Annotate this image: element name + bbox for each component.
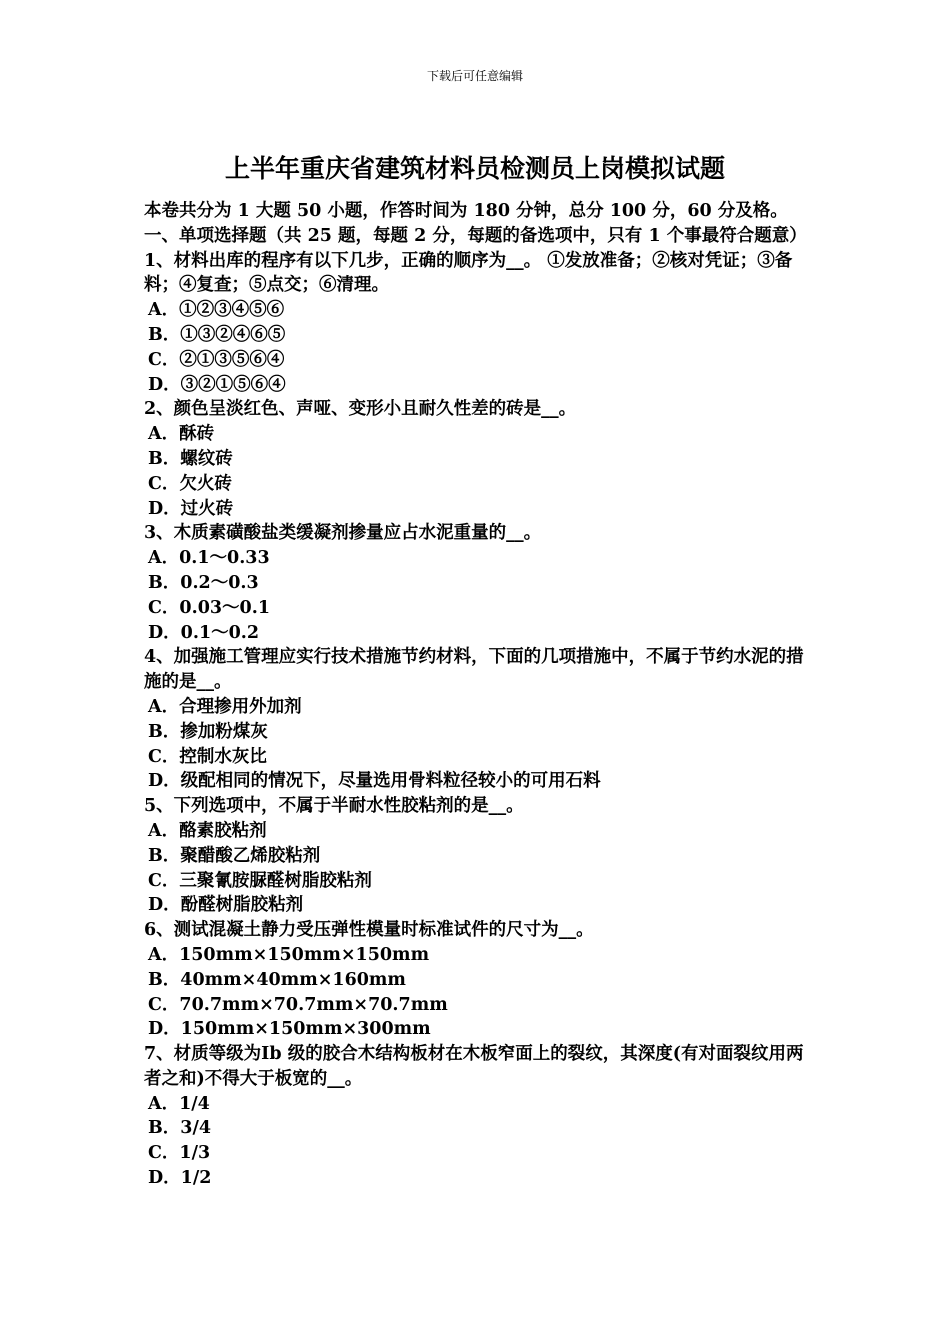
option-d: D．级配相同的情况下，尽量选用骨料粒径较小的可用石料 [148,771,601,792]
page-title: 上半年重庆省建筑材料员检测员上岗模拟试题 [224,154,725,183]
option-a: A．酪素胶粘剂 [148,820,267,841]
question-text: 5、下列选项中，不属于半耐水性胶粘剂的是__。 [144,796,524,817]
question-block [144,645,812,794]
question-text: 7、材质等级为Ⅰb 级的胶合木结构板材在木板窄面上的裂纹，其深度(有对面裂纹用两者之和)不得大于板宽的__。 [144,1044,804,1089]
option-c: C．欠火砖 [148,473,232,494]
option-d: D．0.1～0.2 [148,622,260,643]
option-a: A．合理掺用外加剂 [148,696,302,717]
option-c: C．1/3 [148,1143,211,1164]
option-a: A．①②③④⑤⑥ [148,300,285,321]
option-c: C．三聚氰胺脲醛树脂胶粘剂 [148,870,372,891]
option-b: B．①③②④⑥⑤ [148,324,286,345]
option-d: D．酚醛树脂胶粘剂 [148,895,304,916]
question-text: 1、材料出库的程序有以下几步，正确的顺序为__。 ①发放准备；②核对凭证；③备料；④复查；⑤点交；⑥清理。 [144,250,793,296]
option-c: C．②①③⑤⑥④ [148,349,285,370]
option-a: A．0.1～0.33 [148,548,270,569]
option-b: B．掺加粉煤灰 [148,721,268,742]
question-block [144,794,812,918]
option-b: B．40mm×40mm×160mm [148,969,406,990]
option-c: C．70.7mm×70.7mm×70.7mm [148,994,448,1015]
document-body [144,199,812,1191]
question-text: 6、测试混凝土静力受压弹性模量时标准试件的尺寸为__。 [144,920,594,941]
option-d: D．1/2 [148,1168,212,1189]
question-text: 3、木质素磺酸盐类缓凝剂掺量应占水泥重量的__。 [144,523,542,544]
option-b: B．聚醋酸乙烯胶粘剂 [148,845,321,866]
option-d: D．150mm×150mm×300mm [148,1019,431,1040]
question-block [144,249,812,398]
option-a: A．酥砖 [148,424,215,445]
option-d: D．③②①⑤⑥④ [148,374,286,395]
question-text: 4、加强施工管理应实行技术措施节约材料，下面的几项措施中，不属于节约水泥的措施的是__。 [144,647,804,693]
question-block [144,1042,812,1191]
question-block [144,918,812,1042]
option-a: A．1/4 [148,1093,210,1114]
option-b: B．0.2～0.3 [148,572,259,593]
question-text: 2、颜色呈淡红色、声哑、变形小且耐久性差的砖是__。 [144,399,577,420]
question-block [144,397,812,521]
question-block [144,521,812,645]
section-heading: 一、单项选择题（共 25 题，每题 2 分，每题的备选项中，只有 1 个事最符合题意） [144,225,807,246]
option-b: B．螺纹砖 [148,448,233,469]
page-header: 下载后可任意编辑 [426,69,523,83]
option-b: B．3/4 [148,1118,212,1139]
option-d: D．过火砖 [148,498,234,519]
intro-text: 本卷共分为 1 大题 50 小题，作答时间为 180 分钟，总分 100 分，60 分及格。 [144,201,788,221]
option-c: C．0.03～0.1 [148,597,270,618]
option-c: C．控制水灰比 [148,746,267,767]
option-a: A．150mm×150mm×150mm [148,944,430,965]
